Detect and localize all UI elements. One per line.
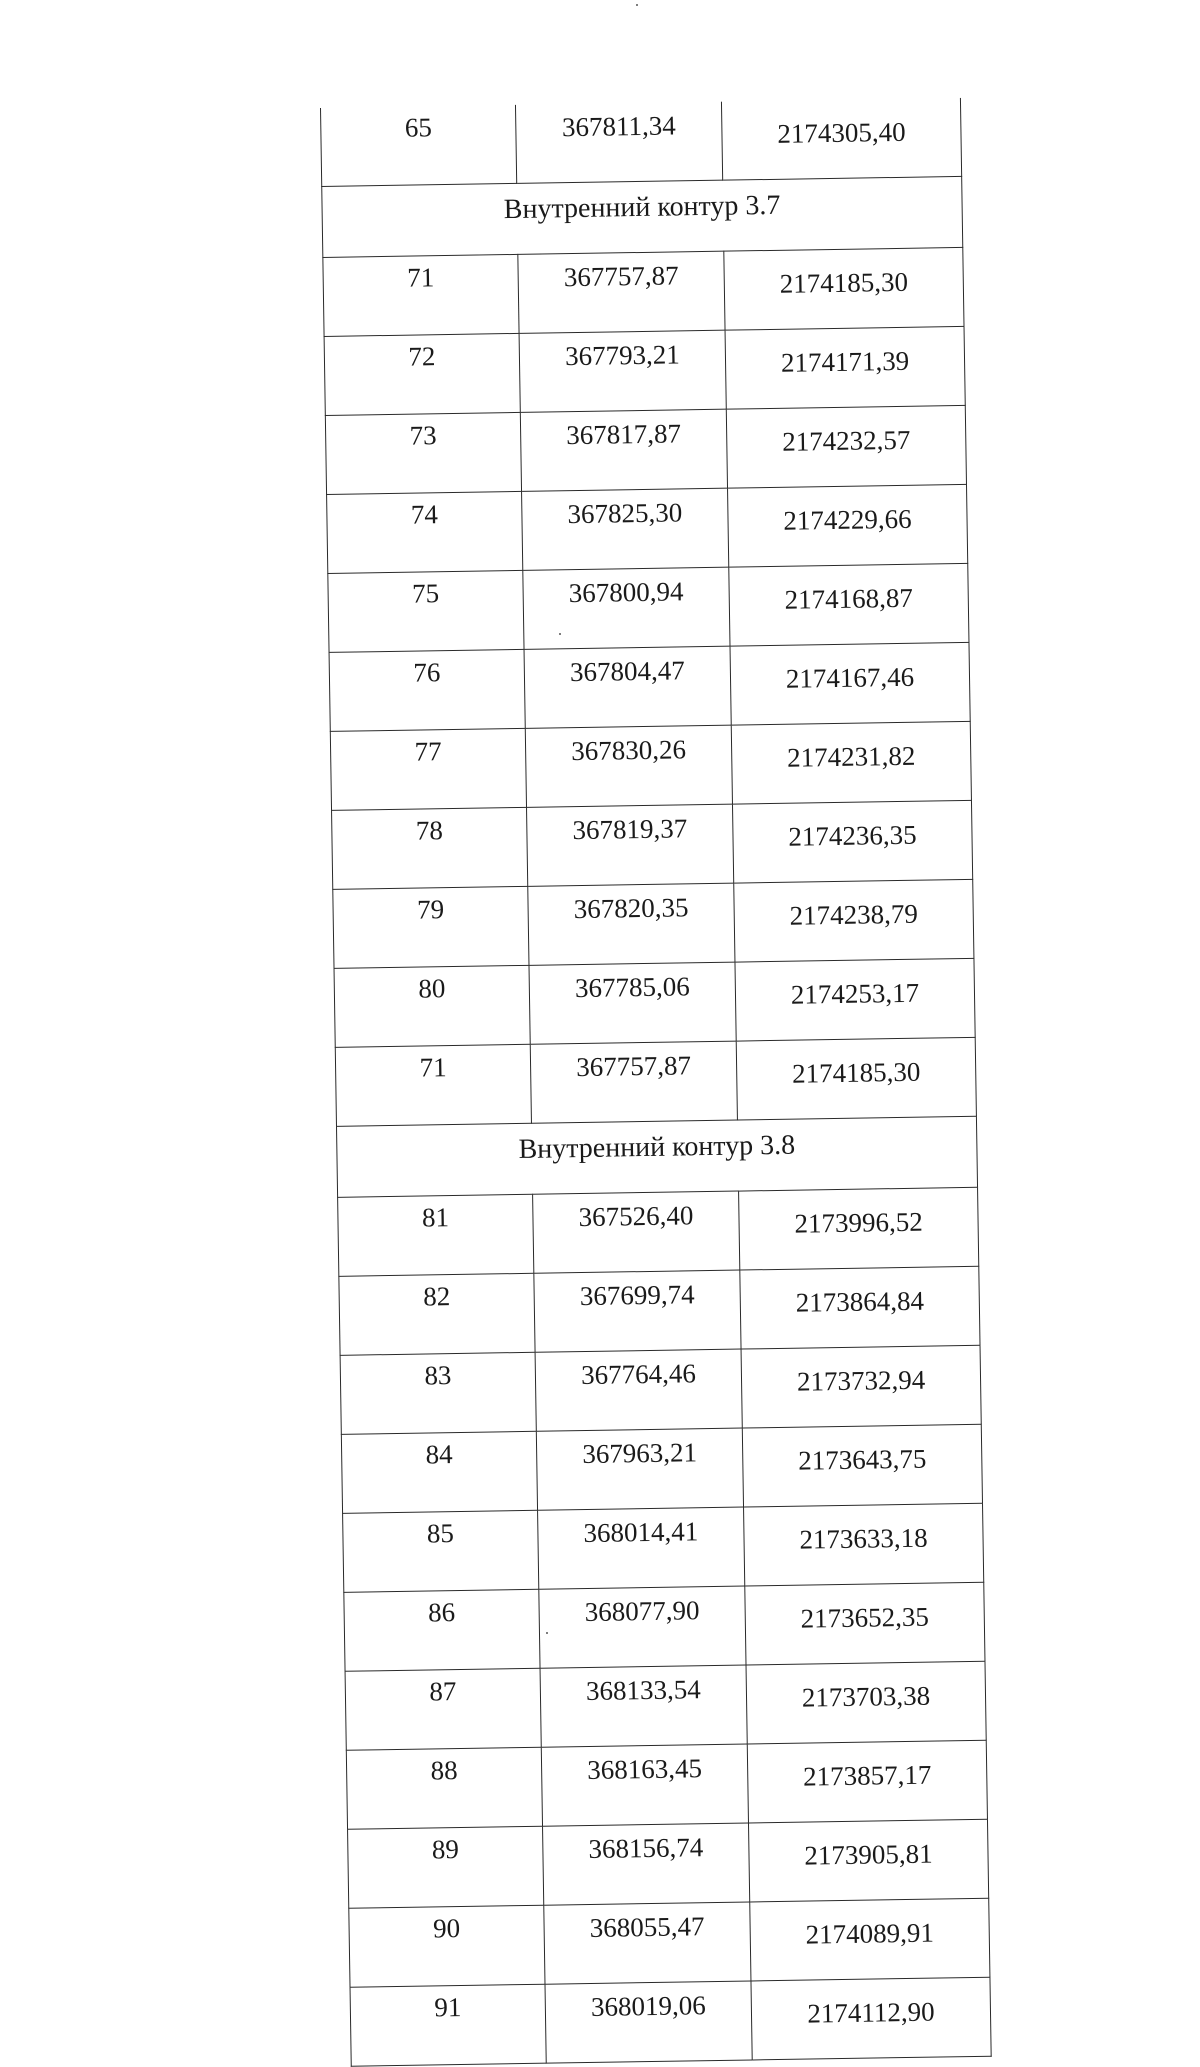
y-coordinate-cell: 2174168,87 (729, 563, 969, 646)
x-coordinate-cell: 367793,21 (519, 330, 726, 412)
table-row (323, 247, 964, 336)
table-row (345, 1661, 986, 1750)
y-coordinate-cell: 2173703,38 (746, 1661, 986, 1744)
y-coordinate-cell: 2174112,90 (751, 1977, 991, 2060)
x-coordinate-cell: 367757,87 (530, 1041, 737, 1123)
x-coordinate-cell: 367699,74 (534, 1270, 741, 1352)
point-number-cell: 80 (334, 965, 530, 1047)
x-coordinate-cell: 368055,47 (544, 1902, 751, 1984)
point-number-cell: 77 (330, 728, 526, 810)
table-row (338, 1187, 979, 1276)
table-row (333, 879, 974, 968)
y-coordinate-cell: 2174305,40 (721, 98, 961, 180)
table-row (350, 1977, 991, 2066)
point-number-cell: 75 (328, 570, 524, 652)
y-coordinate-cell: 2173633,18 (744, 1503, 984, 1586)
point-number-cell: 83 (340, 1352, 536, 1434)
x-coordinate-cell: 367963,21 (536, 1428, 743, 1510)
table-row (329, 642, 970, 731)
scan-speck (636, 4, 638, 6)
y-coordinate-cell: 2174089,91 (750, 1898, 990, 1981)
point-number-cell: 71 (323, 254, 519, 336)
x-coordinate-cell: 368163,45 (541, 1744, 748, 1826)
y-coordinate-cell: 2174232,57 (726, 405, 966, 488)
y-coordinate-cell: 2173905,81 (748, 1819, 988, 1902)
coordinates-table-body (320, 98, 991, 2066)
table-row (320, 98, 961, 187)
x-coordinate-cell: 367804,47 (524, 646, 731, 728)
scan-speck (546, 1632, 548, 1634)
point-number-cell: 89 (348, 1826, 544, 1908)
table-row (324, 326, 965, 415)
x-coordinate-cell: 368133,54 (540, 1665, 747, 1747)
point-number-cell: 84 (341, 1431, 537, 1513)
section-header-row (322, 176, 963, 257)
point-number-cell: 86 (344, 1589, 540, 1671)
table-row (328, 563, 969, 652)
x-coordinate-cell: 367526,40 (533, 1191, 740, 1273)
scan-speck (559, 633, 561, 635)
y-coordinate-cell: 2174238,79 (734, 879, 974, 962)
point-number-cell: 71 (335, 1044, 531, 1126)
y-coordinate-cell: 2174229,66 (728, 484, 968, 567)
point-number-cell: 73 (325, 412, 521, 494)
x-coordinate-cell: 367820,35 (528, 883, 735, 965)
table-row (332, 800, 973, 889)
table-row (334, 958, 975, 1047)
point-number-cell: 72 (324, 333, 520, 415)
x-coordinate-cell: 368019,06 (545, 1981, 752, 2063)
y-coordinate-cell: 2173857,17 (747, 1740, 987, 1823)
point-number-cell: 90 (349, 1905, 545, 1987)
x-coordinate-cell: 368156,74 (543, 1823, 750, 1905)
y-coordinate-cell: 2173643,75 (742, 1424, 982, 1507)
point-number-cell: 78 (332, 807, 528, 889)
table-row (340, 1345, 981, 1434)
table-row (341, 1424, 982, 1513)
y-coordinate-cell: 2174185,30 (736, 1037, 976, 1120)
x-coordinate-cell: 367819,37 (527, 804, 734, 886)
table-row (330, 721, 971, 810)
point-number-cell: 91 (350, 1984, 546, 2066)
point-number-cell: 65 (320, 105, 516, 187)
section-title: Внутренний контур 3.7 (322, 176, 963, 257)
point-number-cell: 82 (339, 1273, 535, 1355)
y-coordinate-cell: 2173652,35 (745, 1582, 985, 1665)
x-coordinate-cell: 367830,26 (525, 725, 732, 807)
y-coordinate-cell: 2174231,82 (731, 721, 971, 804)
point-number-cell: 85 (343, 1510, 539, 1592)
x-coordinate-cell: 367800,94 (523, 567, 730, 649)
y-coordinate-cell: 2174185,30 (724, 247, 964, 330)
table-row (349, 1898, 990, 1987)
x-coordinate-cell: 367764,46 (535, 1349, 742, 1431)
section-title: Внутренний контур 3.8 (336, 1116, 977, 1197)
table-row (343, 1503, 984, 1592)
y-coordinate-cell: 2173996,52 (739, 1187, 979, 1270)
point-number-cell: 74 (327, 491, 523, 573)
point-number-cell: 88 (346, 1747, 542, 1829)
y-coordinate-cell: 2174253,17 (735, 958, 975, 1041)
table-row (346, 1740, 987, 1829)
table-row (344, 1582, 985, 1671)
y-coordinate-cell: 2174236,35 (732, 800, 972, 883)
x-coordinate-cell: 368014,41 (538, 1507, 745, 1589)
point-number-cell: 81 (338, 1194, 534, 1276)
table-row (325, 405, 966, 494)
x-coordinate-cell: 367817,87 (520, 409, 727, 491)
coordinates-table (320, 98, 992, 2067)
x-coordinate-cell: 368077,90 (539, 1586, 746, 1668)
y-coordinate-cell: 2173864,84 (740, 1266, 980, 1349)
table-row (335, 1037, 976, 1126)
table-row (339, 1266, 980, 1355)
y-coordinate-cell: 2174167,46 (730, 642, 970, 725)
point-number-cell: 79 (333, 886, 529, 968)
point-number-cell: 76 (329, 649, 525, 731)
table-row (348, 1819, 989, 1908)
x-coordinate-cell: 367825,30 (522, 488, 729, 570)
y-coordinate-cell: 2173732,94 (741, 1345, 981, 1428)
section-header-row (336, 1116, 977, 1197)
x-coordinate-cell: 367811,34 (515, 102, 722, 184)
table-row (327, 484, 968, 573)
y-coordinate-cell: 2174171,39 (725, 326, 965, 409)
x-coordinate-cell: 367757,87 (518, 251, 725, 333)
point-number-cell: 87 (345, 1668, 541, 1750)
x-coordinate-cell: 367785,06 (529, 962, 736, 1044)
